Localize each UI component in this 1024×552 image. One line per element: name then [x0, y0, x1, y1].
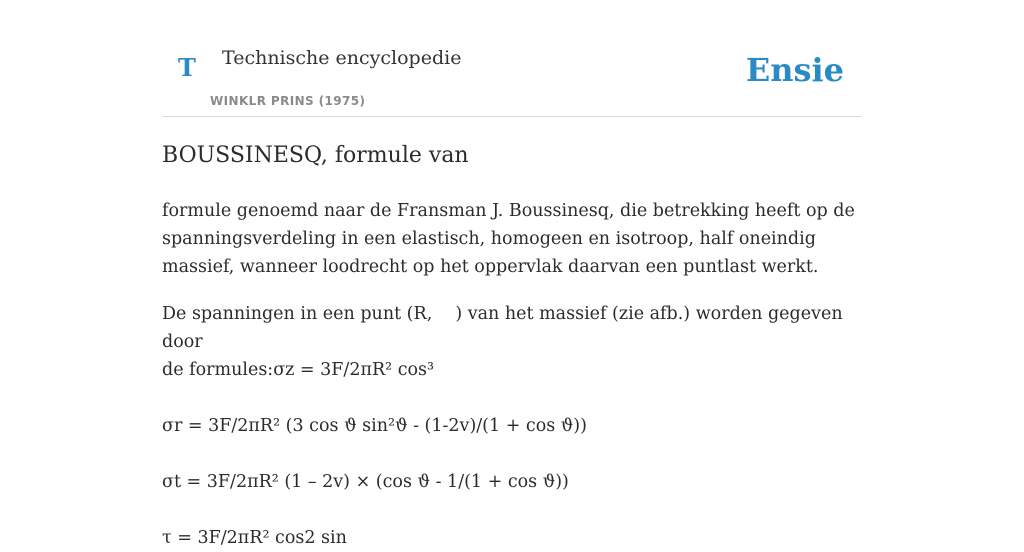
paragraph-2-line-1: De spanningen in een punt (R, ) van het massief (zie afb.) worden gegeven door [162, 304, 843, 352]
header [162, 0, 862, 117]
spacer [162, 440, 862, 468]
source-label: WINKLR PRINS (1975) [210, 94, 366, 108]
encyclopedia-title-link[interactable]: Technische encyclopedie [222, 47, 462, 69]
formula-tau: τ = 3F/2πR² cos2 sin [162, 528, 347, 548]
encyclopedia-logo[interactable]: T [178, 53, 196, 82]
spacer [162, 384, 862, 412]
article-paragraph-1: formule genoemd naar de Fransman J. Boussinesq, die betrekking heeft op de spanningsverdeling in een elastisch, homogeen en isotroop, half oneindig massief, wanneer loodrecht op het oppervlak daarvan een puntlast werkt. [162, 201, 855, 277]
brand-logo[interactable]: Ensie [745, 51, 844, 89]
paragraph-2-line-2: de formules:σz = 3F/2πR² cos³ [162, 360, 435, 380]
spacer [162, 496, 862, 524]
formula-sigma-r: σr = 3F/2πR² (3 cos ϑ sin²ϑ - (1-2v)/(1 + cos ϑ)) [162, 416, 587, 436]
formula-sigma-t: σt = 3F/2πR² (1 – 2v) × (cos ϑ - 1/(1 + cos ϑ)) [162, 472, 569, 492]
article-paragraph-2 [162, 300, 862, 384]
article-title: BOUSSINESQ, formule van [162, 143, 469, 168]
page [162, 0, 862, 548]
